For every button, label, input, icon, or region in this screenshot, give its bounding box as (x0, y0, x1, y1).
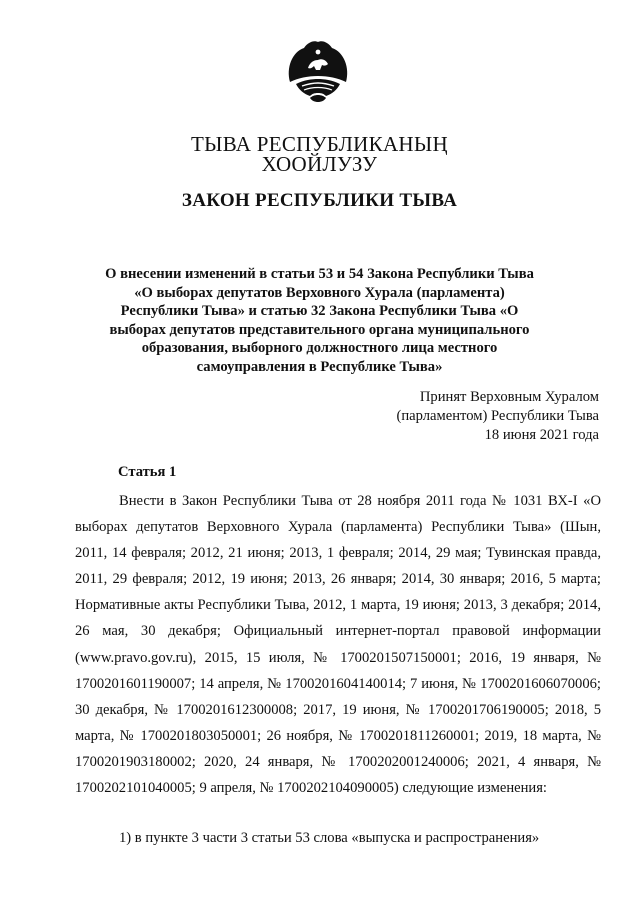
adoption-line2: (парламентом) Республики Тыва (396, 408, 599, 424)
tuva-coat-of-arms-icon (282, 38, 354, 110)
adoption-line1: Принят Верховным Хуралом (419, 389, 599, 405)
republic-name-line2: ХООЙЛУЗУ (261, 152, 378, 176)
article-item-1: 1) в пункте 3 части 3 статьи 53 слова «выпуска и распространения» (119, 830, 540, 846)
adoption-block (279, 388, 599, 445)
republic-name-line1: ТЫВА РЕСПУБЛИКАНЫҢ (191, 132, 448, 156)
law-title: ЗАКОН РЕСПУБЛИКИ ТЫВА (181, 190, 458, 211)
article-heading: Статья 1 (118, 464, 177, 480)
article-paragraph: Внести в Закон Республики Тыва от 28 ноября 2011 года № 1031 ВХ-I «О выборах депутатов Верховного Хурала (парламента) Республики Тыва» (Шын, 2011, 14 февраля; 2012, 21 июня; 2013, 1 февраля; 2014, 29 мая; Тувинская правда, 2011, 29 февраля; 2012, 19 июня; 2013, 26 января; 2014, 30 января; 2016, 5 марта; Нормативные акты Республики Тыва, 2012, 1 марта, 19 июня; 2013, 3 декабря; 2014, 26 мая, 30 декабря; Официальный интернет-портал правовой информации (www.pravo.gov.ru), 2015, 15 июля, № 1700201507150001; 2016, 19 января, № 1700201601190007; 14 апреля, № 1700201604140014; 7 июня, № 1700201606070006; 30 декабря, № 1700201612300008; 2017, 19 июня, № 1700201706190005; 2018, 5 марта, № 1700201803050001; 26 ноября, № 1700201811260001; 2019, 18 марта, № 1700201903180002; 2020, 24 января, № 1700202001240006; 2021, 4 января, № 1700202101040005; 9 апреля, № 1700202104090005) следующие изменения: (75, 493, 601, 797)
law-subject: О внесении изменений в статьи 53 и 54 Закона Республики Тыва «О выборах депутатов Верховного Хурала (парламента) Республики Тыва» и статью 32 Закона Республики Тыва «О выборах депутатов представительного органа муниципального образования, выборного должностного лица местного самоуправления в Республике Тыва» (105, 266, 534, 375)
adoption-date: 18 июня 2021 года (484, 427, 599, 443)
